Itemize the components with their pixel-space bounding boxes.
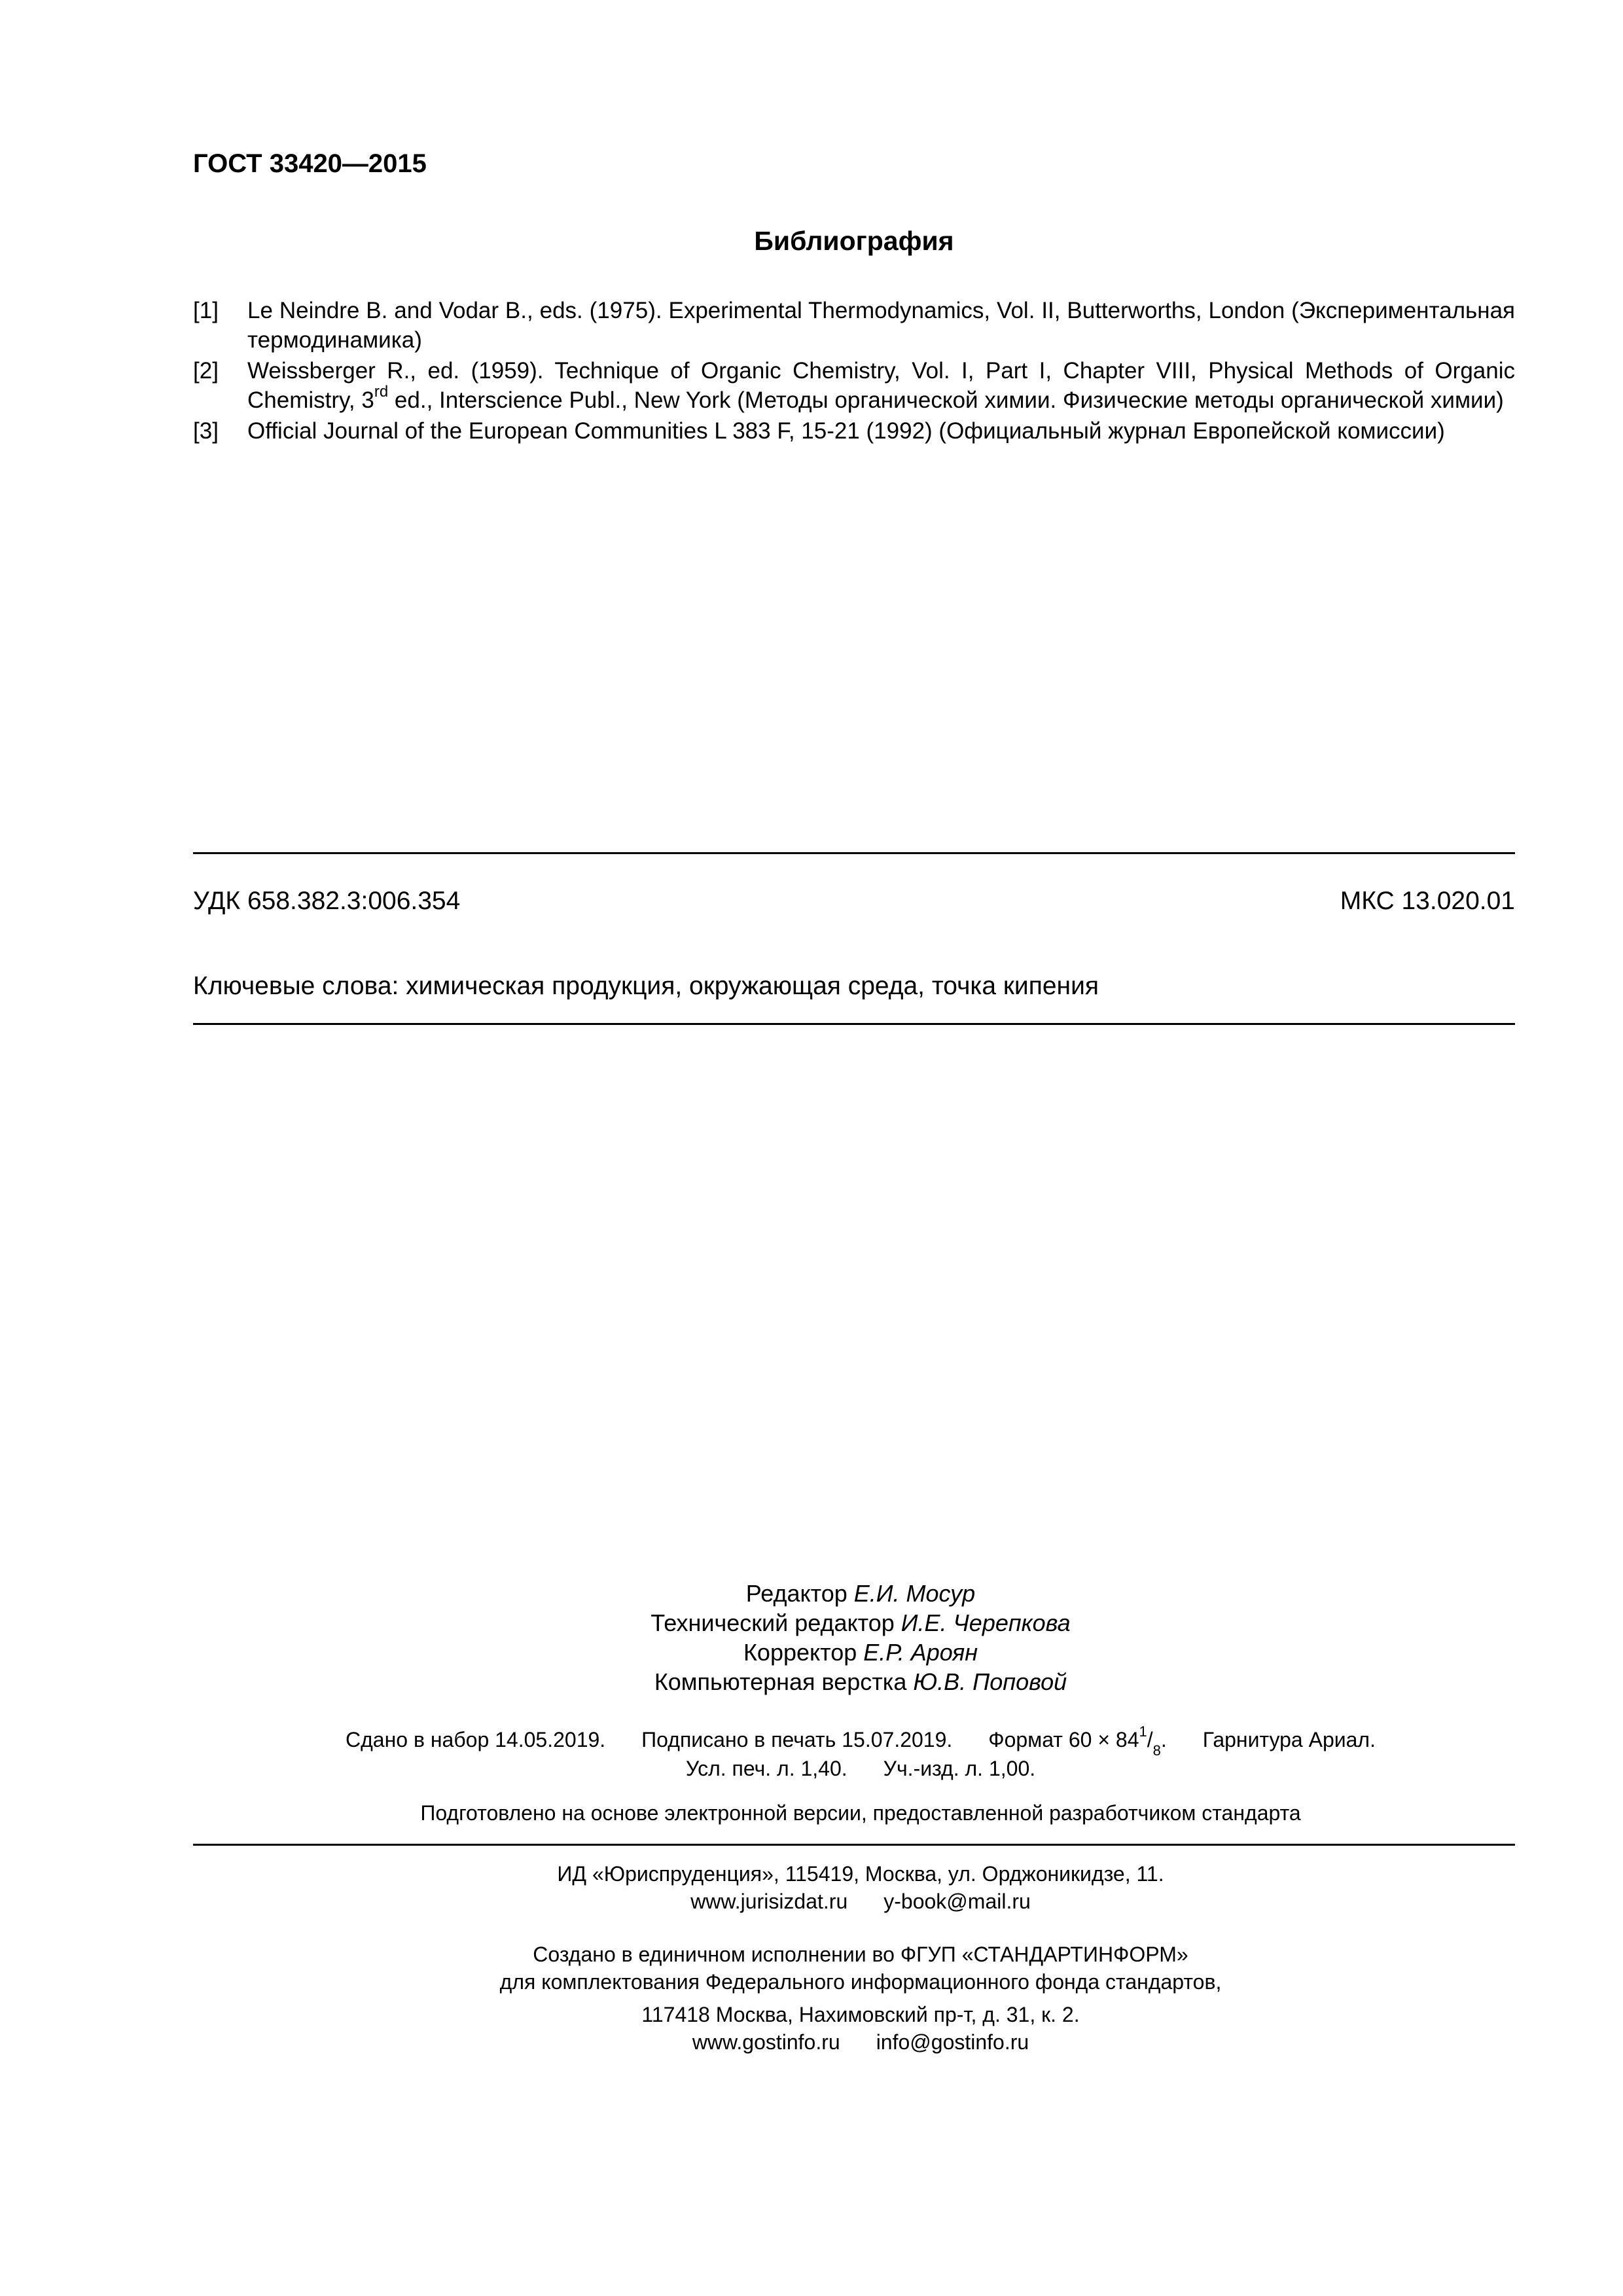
reference-text: Official Journal of the European Communities L 383 F, 15-21 (1992) (Официальный журнал Европейской комиссии) (247, 418, 1445, 444)
creator-line-2: для комплектования Федерального информационного фонда стандартов, (499, 1970, 1222, 1994)
publisher-contacts (0, 1888, 1623, 1915)
print-info-line: Сдано в набор 14.05.2019. Подписано в печать 15.07.2019. Формат $60 \times 84^1/_8$. Гарнитура Ариал. (346, 1723, 1376, 1759)
reference-number: [1] (193, 298, 219, 323)
bibliography-title: Библиография (754, 226, 954, 256)
publisher-site-link[interactable]: www.jurisizdat.ru (690, 1890, 848, 1913)
reference-number: [2] (193, 358, 219, 384)
credit-layout: Компьютерная верстка Ю.В. Поповой (654, 1668, 1067, 1695)
reference-list (193, 296, 1515, 447)
creator-site-link[interactable]: www.gostinfo.ru (692, 2030, 840, 2054)
divider-top (193, 852, 1515, 854)
reference-number: [3] (193, 418, 219, 444)
keywords: Ключевые слова: химическая продукция, окружающая среда, точка кипения (193, 972, 1099, 1000)
reference-item (193, 296, 1515, 355)
mks-code: МКС 13.020.01 (1340, 887, 1515, 915)
reference-superscript: rd (374, 383, 389, 401)
document-code: ГОСТ 33420—2015 (193, 149, 427, 178)
print-sheets-line: Усл. печ. л. 1,40. Уч.-изд. л. 1,00. (685, 1757, 1036, 1780)
publisher-address: ИД «Юриспруденция», 115419, Москва, ул. Орджоникидзе, 11. (557, 1862, 1164, 1886)
credit-editor: Редактор Е.И. Мосур (745, 1580, 976, 1607)
divider-middle (193, 1023, 1515, 1025)
reference-item (193, 416, 1515, 446)
creator-line-1: Создано в единичном исполнении во ФГУП «СТАНДАРТИНФОРМ» (533, 1943, 1188, 1966)
udk-code: УДК 658.382.3:006.354 (193, 887, 461, 915)
publisher-email-link[interactable]: y-book@mail.ru (883, 1890, 1031, 1913)
creator-email-link[interactable]: info@gostinfo.ru (876, 2030, 1029, 2054)
reference-text: Le Neindre B. and Vodar B., eds. (1975). Experimental Thermodynamics, Vol. II, Butterworths, London (Экспериментальная термодинамика) (247, 298, 1515, 353)
credit-proofreader: Корректор Е.Р. Ароян (743, 1639, 978, 1666)
credit-tech-editor: Технический редактор И.Е. Черепкова (651, 1609, 1071, 1636)
reference-text-continued: ed., Interscience Publ., New York (Методы органической химии. Физические методы органической химии) (388, 387, 1504, 413)
divider-bottom (193, 1844, 1515, 1846)
creator-address: 117418 Москва, Нахимовский пр-т, д. 31, к. 2. (641, 2003, 1080, 2026)
creator-contacts (0, 2028, 1623, 2056)
reference-item (193, 356, 1515, 415)
prepared-note: Подготовлено на основе электронной версии, предоставленной разработчиком стандарта (420, 1801, 1301, 1825)
reference-text: Weissberger R., ed. (1959). Technique of Organic Chemistry, Vol. I, Part I, Chapter VIII, Physical Methods of Organic Chemistry, 3 (247, 358, 1515, 413)
credits-block (0, 1579, 1623, 1696)
